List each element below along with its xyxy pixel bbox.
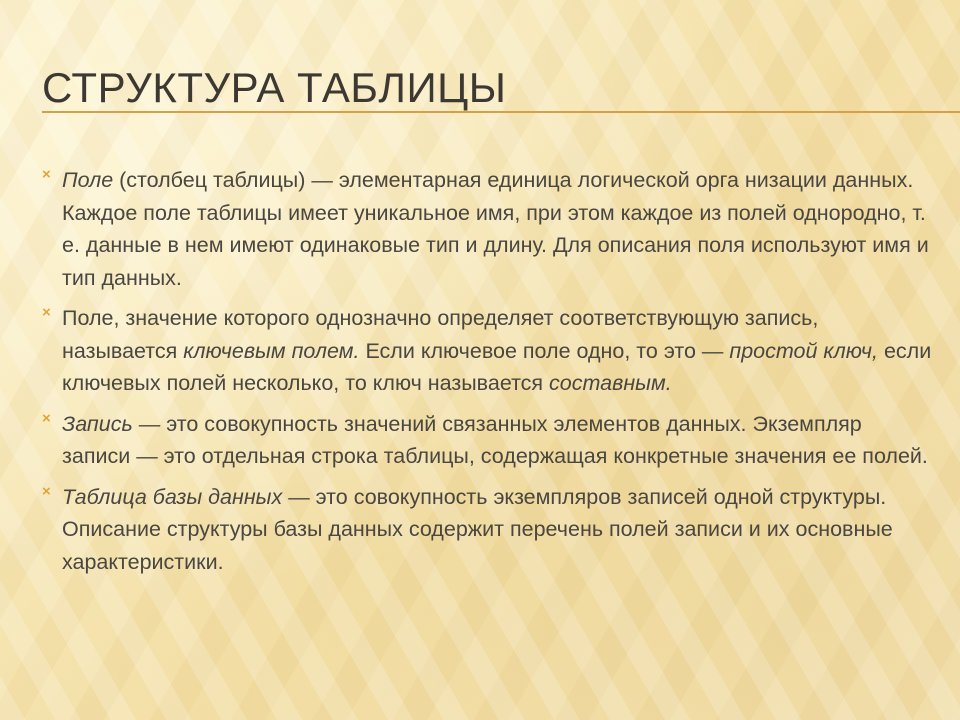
field-definition-text: (столбец таблицы) — элементарная единица логической орга низации данных. Каждое поле таблицы имеет уникальное имя, при этом каждое из полей однородно, т. е. данные в нем имеют одинаковые тип и длину. Для описания поля используют имя и тип данных.	[62, 168, 929, 290]
term-record: Запись	[62, 411, 133, 436]
bullet-x-icon: ×	[42, 409, 51, 427]
database-table-definition-text: — это совокупность экземпляров записей одной структуры. Описание структуры базы данных содержит перечень полей записи и их основные характеристики.	[62, 484, 893, 574]
term-simple-key: простой ключ,	[729, 338, 878, 363]
term-field: Поле	[62, 168, 114, 192]
bullet-item-record	[42, 408, 932, 473]
bullet-item-database-table	[42, 481, 932, 579]
bullet-x-icon: ×	[42, 304, 51, 321]
bullet-item-key-field	[42, 302, 932, 400]
key-field-text-2: Если ключевое поле одно, то это —	[359, 338, 730, 363]
term-database-table: Таблица базы данных	[62, 484, 283, 509]
term-composite-key: составным.	[549, 371, 672, 395]
record-definition-text: — это совокупность значений связанных элементов данных. Экземпляр записи — это отдельная строка таблицы, содержащая конкретные значения ее полей.	[62, 411, 928, 468]
bullet-x-icon: ×	[42, 166, 51, 183]
title-underline	[42, 111, 960, 113]
bullet-item-field-definition	[42, 164, 932, 294]
term-key-field: ключевым полем.	[183, 338, 360, 363]
key-field-text-1: Поле, значение которого однозначно определяет соответствующую запись, называется	[62, 306, 819, 363]
key-field-text-3: если ключевых полей несколько, то ключ называется	[62, 338, 932, 395]
slide-title: СТРУКТУРА ТАБЛИЦЫ	[42, 64, 507, 111]
bullet-x-icon: ×	[42, 482, 51, 500]
bullet-list	[42, 164, 932, 586]
